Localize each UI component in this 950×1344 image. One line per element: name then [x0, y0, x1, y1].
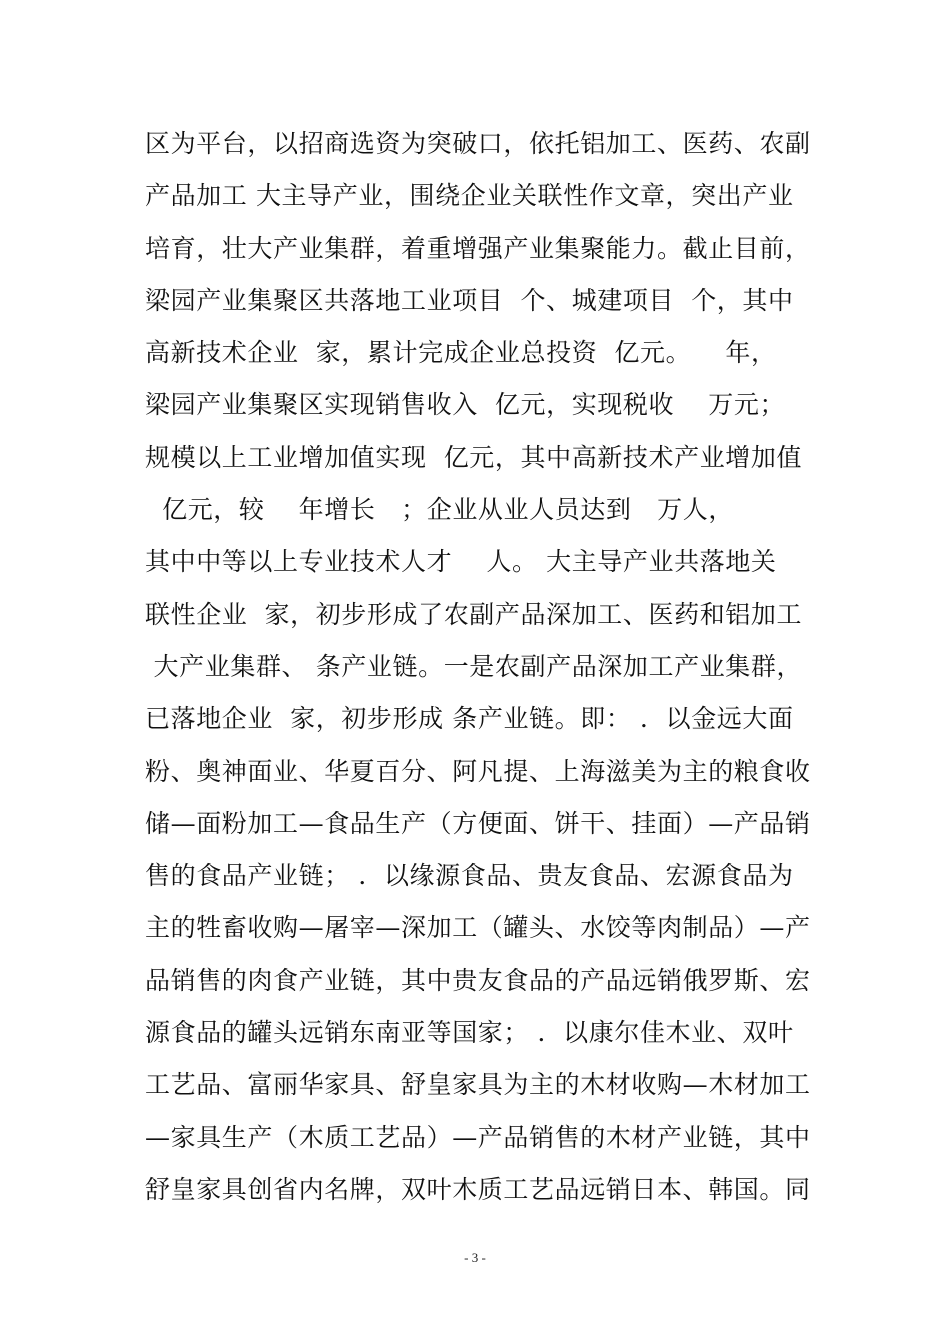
text-line: 大产业集群、 条产业链。一是农副产品深加工产业集群， — [145, 651, 803, 681]
text-line: 培育，壮大产业集群，着重增强产业集聚能力。截止目前， — [145, 233, 811, 263]
text-line: 品销售的肉食产业链，其中贵友食品的产品远销俄罗斯、宏 — [145, 965, 811, 995]
text-line: 粉、奥神面业、华夏百分、阿凡提、上海滋美为主的粮食收 — [145, 756, 811, 786]
text-line: 售的食品产业链； ．以缘源食品、贵友食品、宏源食品为 — [145, 861, 794, 891]
text-line: 已落地企业 家，初步形成 条产业链。即： ．以金远大面 — [145, 704, 794, 734]
text-line: 高新技术企业 家，累计完成企业总投资 亿元。 年， — [145, 338, 777, 368]
text-line: 储—面粉加工—食品生产（方便面、饼干、挂面）—产品销 — [145, 808, 811, 838]
text-line: 舒皇家具创省内名牌，双叶木质工艺品远销日本、韩国。同 — [145, 1174, 811, 1204]
body-text — [145, 118, 825, 1216]
text-line: 梁园产业集聚区实现销售收入 亿元，实现税收 万元； — [145, 390, 786, 420]
page-number: - 3 - — [464, 1250, 486, 1265]
text-line: —家具生产（木质工艺品）—产品销售的木材产业链，其中 — [145, 1122, 811, 1152]
text-line: 联性企业 家，初步形成了农副产品深加工、医药和铝加工 — [145, 599, 803, 629]
text-line: 产品加工 大主导产业，围绕企业关联性作文章，突出产业 — [145, 181, 794, 211]
text-line: 区为平台，以招商选资为突破口，依托铝加工、医药、农副 — [145, 129, 811, 158]
text-line: 工艺品、富丽华家具、舒皇家具为主的木材收购—木材加工 — [145, 1070, 811, 1100]
text-line: 亿元，较 年增长 ；企业从业人员达到 万人， — [145, 495, 734, 525]
text-line: 主的牲畜收购—屠宰—深加工（罐头、水饺等肉制品）—产 — [145, 913, 811, 943]
text-line: 梁园产业集聚区共落地工业项目 个、城建项目 个，其中 — [145, 285, 794, 315]
text-line: 源食品的罐头远销东南亚等国家； ．以康尔佳木业、双叶 — [145, 1018, 794, 1048]
text-line: 规模以上工业增加值实现 亿元，其中高新技术产业增加值 — [145, 442, 803, 472]
text-line: 其中中等以上专业技术人才 人。 大主导产业共落地关 — [145, 547, 777, 577]
